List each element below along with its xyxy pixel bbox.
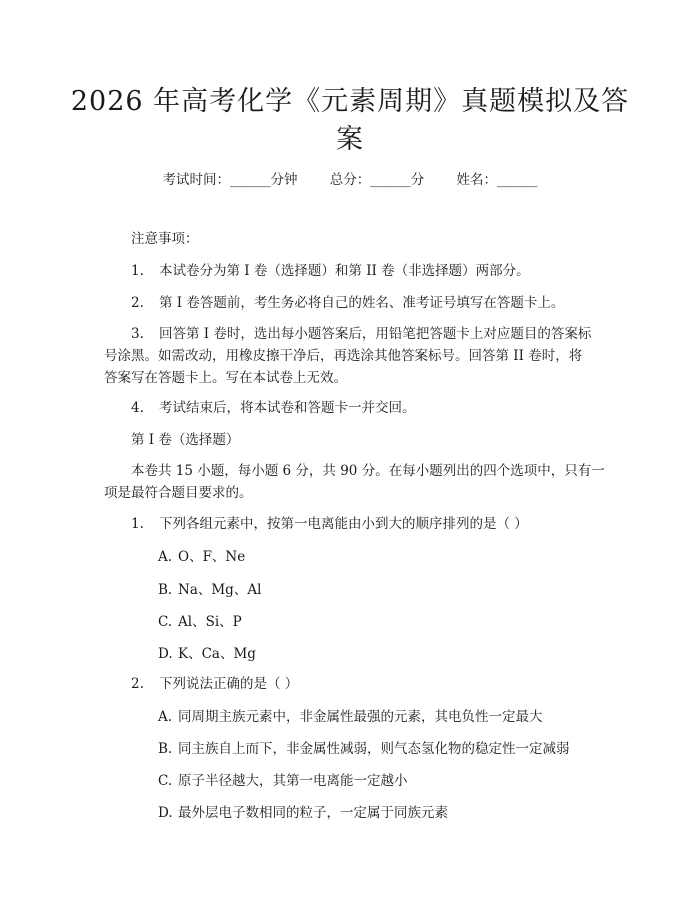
section-intro: 本卷共 15 小题，每小题 6 分，共 90 分。在每小题列出的四个选项中，只有一 [131,463,605,479]
answer-option[interactable]: A. O、F、Ne [158,549,246,565]
notice-item-continued: 答案写在答题卡上。写在本试卷上无效。 [104,370,347,386]
title-line-2: 案 [336,124,364,155]
answer-option[interactable]: B. 同主族自上而下，非金属性减弱，则气态氢化物的稳定性一定减弱 [158,741,570,757]
name-field: 姓名：______ [456,172,538,188]
notice-item: 2. 第 I 卷答题前，考生务必将自己的姓名、准考证号填写在答题卡上。 [131,295,565,311]
answer-option[interactable]: D. K、Ca、Mg [158,646,256,662]
notice-item: 4. 考试结束后，将本试卷和答题卡一并交回。 [131,400,416,416]
title-line-1: 2026 年高考化学《元素周期》真题模拟及答 [70,86,630,117]
section-heading: 第 I 卷（选择题） [131,432,240,448]
answer-option[interactable]: D. 最外层电子数相同的粒子，一定属于同族元素 [158,805,448,821]
answer-option[interactable]: B. Na、Mg、Al [158,582,262,598]
question-stem: 1. 下列各组元素中，按第一电离能由小到大的顺序排列的是（ ） [131,516,528,532]
score-field: 总分：______分 [329,172,425,188]
document-title [0,83,700,159]
notice-item-continued: 号涂黑。如需改动，用橡皮擦干净后，再选涂其他答案标号。回答第 II 卷时，将 [104,348,583,364]
notice-item: 1. 本试卷分为第 I 卷（选择题）和第 II 卷（非选择题）两部分。 [131,263,530,279]
notice-heading: 注意事项： [131,231,199,247]
answer-option[interactable]: C. 原子半径越大，其第一电离能一定越小 [158,773,408,789]
time-field: 考试时间：______分钟 [162,172,298,188]
exam-meta [0,168,700,188]
answer-option[interactable]: C. Al、Si、P [158,614,242,630]
notice-item: 3. 回答第 I 卷时，选出每小题答案后，用铅笔把答题卡上对应题目的答案标 [131,326,592,342]
answer-option[interactable]: A. 同周期主族元素中，非金属性最强的元素，其电负性一定最大 [158,709,543,725]
section-intro-continued: 项是最符合题目要求的。 [104,485,253,501]
question-stem: 2. 下列说法正确的是（ ） [131,676,299,692]
